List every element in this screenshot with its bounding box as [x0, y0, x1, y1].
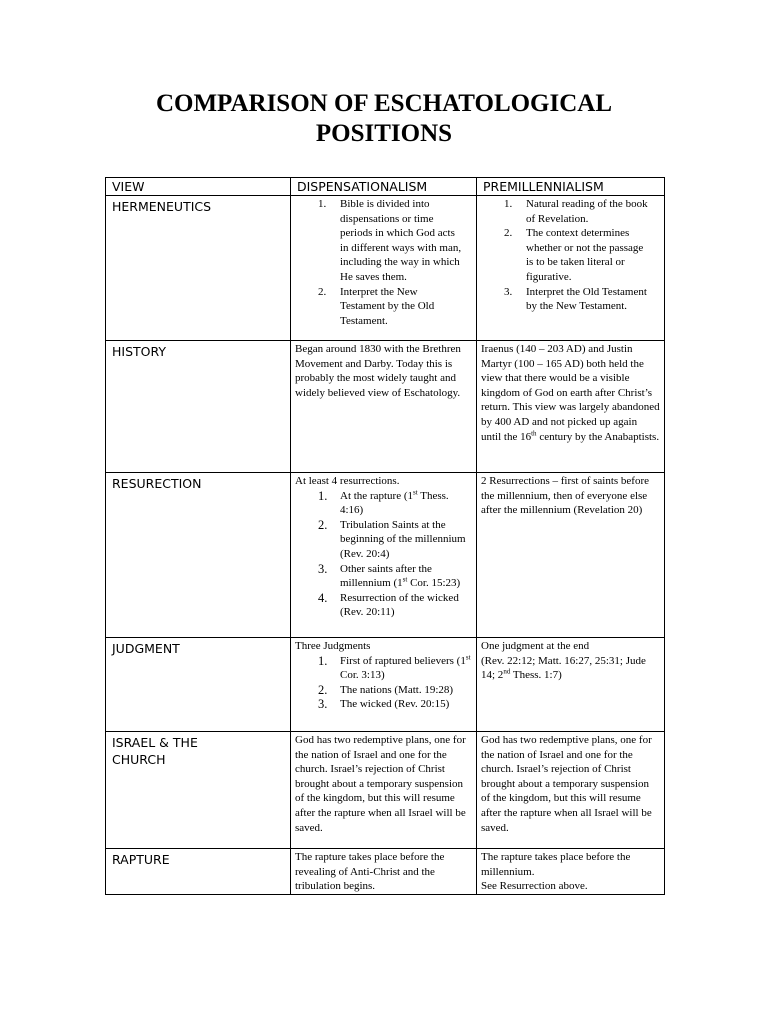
history-dispensationalism: Began around 1830 with the Brethren Movement and Darby. Today this is probably the most widely taught and widely believed view of Eschatology. — [291, 341, 477, 473]
list-item: Bible is divided into dispensations or time periods in which God acts in different ways with man, including the way in which He saves them. — [340, 198, 462, 283]
hermeneutics-disp-list — [295, 197, 472, 328]
table-row-rapture — [106, 849, 665, 895]
header-view: VIEW — [106, 178, 291, 196]
list-item: Interpret the New Testament by the Old Testament. — [340, 285, 435, 327]
table-row-resurrection — [106, 473, 665, 638]
row-label-line-1: ISRAEL & THE — [112, 735, 198, 750]
list-item: Resurrection of the wicked (Rev. 20:11) — [340, 591, 459, 619]
hermeneutics-dispensationalism — [291, 196, 477, 341]
list-item: The wicked (Rev. 20:15) — [340, 698, 450, 711]
comparison-table — [105, 177, 665, 895]
table-header-row — [106, 178, 665, 196]
row-label-israel-church — [106, 732, 291, 849]
israel-dispensationalism: God has two redemptive plans, one for the nation of Israel and one for the church. Israel’s rejection of Christ brought about a temporary suspension of the kingdom, but this will resume after the rapture when all Israel will be saved. — [291, 732, 477, 849]
list-item: First of raptured believers (1st Cor. 3:13) — [340, 652, 471, 682]
table-row-israel-church — [106, 732, 665, 849]
list-item: Tribulation Saints at the beginning of the millennium (Rev. 20:4) — [340, 518, 466, 560]
row-label-history: HISTORY — [106, 341, 291, 473]
superscript: th — [531, 428, 537, 437]
rapture-premillennialism — [477, 849, 665, 895]
judgment-premillennialism — [477, 638, 665, 732]
rapture-premil-line-1: The rapture takes place before the millennium. — [481, 851, 631, 878]
judgment-premil-line-2: (Rev. 22:12; Matt. 16:27, 25:31; Jude 14; 2nd Thess. 1:7) — [481, 654, 646, 682]
rapture-dispensationalism: The rapture takes place before the revealing of Anti-Christ and the tribulation begins. — [291, 849, 477, 895]
list-item: Natural reading of the book of Revelation. — [526, 198, 648, 225]
list-item: The nations (Matt. 19:28) — [340, 683, 454, 696]
page-title-line-2: POSITIONS — [315, 120, 453, 147]
header-dispensationalism: DISPENSATIONALISM — [291, 178, 477, 196]
table-row-hermeneutics — [106, 196, 665, 341]
judgment-disp-list — [295, 654, 472, 712]
hermeneutics-premil-list — [481, 197, 660, 314]
row-label-hermeneutics: HERMENEUTICS — [106, 196, 291, 341]
row-label-rapture: RAPTURE — [106, 849, 291, 895]
list-item: The context determines whether or not the passage is to be taken literal or figurative. — [526, 227, 644, 283]
list-item: At the rapture (1st Thess. 4:16) — [340, 487, 449, 517]
resurrection-premillennialism: 2 Resurrections – first of saints before the millennium, then of everyone else after the millennium (Revelation 20) — [477, 473, 665, 638]
history-premil-text-end: century by the Anabaptists. — [536, 430, 660, 443]
history-premillennialism — [477, 341, 665, 473]
table-row-judgment — [106, 638, 665, 732]
judgment-premil-line-1: One judgment at the end — [481, 640, 590, 652]
row-label-resurrection: RESURECTION — [106, 473, 291, 638]
hermeneutics-premillennialism — [477, 196, 665, 341]
header-premillennialism: PREMILLENNIALISM — [477, 178, 665, 196]
history-premil-text: Iraenus (140 – 203 AD) and Justin Martyr (100 – 165 AD) both held the view that there would be a visible kingdom of God on earth after Christ’s return. This view was largely abandoned by 400 AD and not picked up again until the 16 — [481, 343, 660, 443]
rapture-premil-line-2: See Resurrection above. — [481, 880, 588, 893]
table-row-history — [106, 341, 665, 473]
page-title — [0, 89, 768, 149]
resurrection-disp-intro: At least 4 resurrections. — [295, 475, 400, 487]
israel-premillennialism: God has two redemptive plans, one for the nation of Israel and one for the church. Israel’s rejection of Christ brought about a temporary suspension of the kingdom, but this will resume after the rapture when all Israel will be saved. — [477, 732, 665, 849]
row-label-judgment: JUDGMENT — [106, 638, 291, 732]
judgment-dispensationalism — [291, 638, 477, 732]
list-item: Other saints after the millennium (1st Cor. 15:23) — [340, 562, 461, 590]
page-title-line-1: COMPARISON OF ESCHATOLOGICAL — [155, 90, 613, 117]
resurrection-disp-list — [295, 489, 472, 620]
resurrection-dispensationalism — [291, 473, 477, 638]
row-label-line-2: CHURCH — [112, 752, 166, 767]
list-item: Interpret the Old Testament by the New Testament. — [526, 285, 647, 313]
judgment-disp-intro: Three Judgments — [295, 640, 371, 652]
